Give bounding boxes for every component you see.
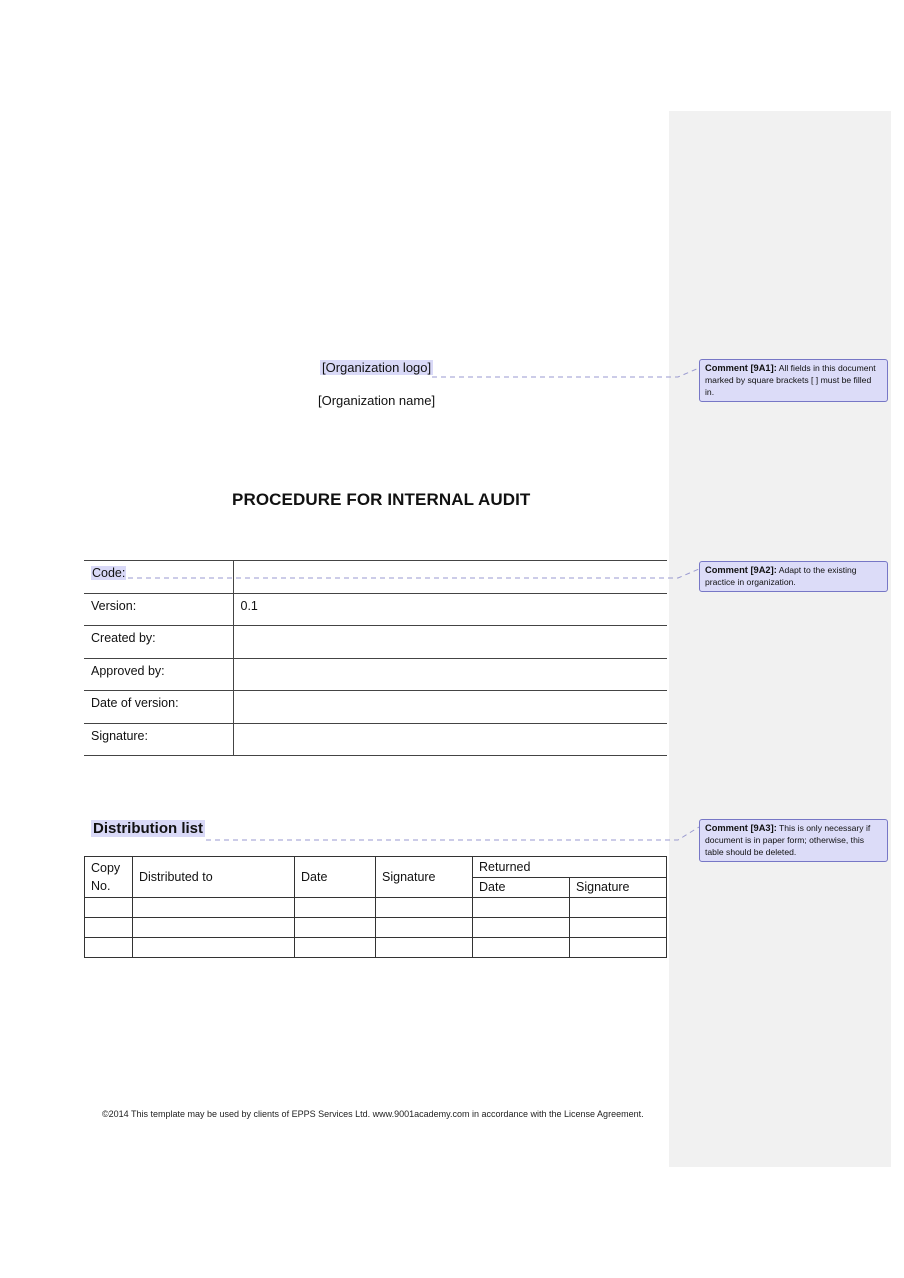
table-cell[interactable]: [85, 898, 133, 918]
org-name-placeholder[interactable]: [Organization name]: [318, 393, 436, 408]
table-cell[interactable]: [473, 918, 570, 938]
table-cell[interactable]: [570, 918, 667, 938]
info-label-approved-by: Approved by:: [84, 658, 233, 691]
page-footer: ©2014 This template may be used by clients of EPPS Services Ltd. www.9001academy.com in accordance with the License Agreement.: [102, 1109, 644, 1119]
col-date: Date: [295, 857, 376, 898]
table-cell[interactable]: [85, 918, 133, 938]
table-row: [85, 898, 667, 918]
comment-9a1[interactable]: [699, 359, 888, 402]
table-row: [84, 626, 667, 659]
table-cell[interactable]: [295, 938, 376, 958]
info-value-signature[interactable]: [233, 723, 667, 756]
col-returned-date: Date: [473, 877, 570, 898]
distribution-table: [84, 856, 667, 958]
info-label-signature: Signature:: [84, 723, 233, 756]
info-value-created-by[interactable]: [233, 626, 667, 659]
table-cell[interactable]: [376, 898, 473, 918]
comment-text: All fields in this document marked by square brackets [ ] must be filled in.: [705, 363, 876, 397]
table-row: [84, 658, 667, 691]
col-returned-signature: Signature: [570, 877, 667, 898]
document-info-table: [84, 560, 667, 756]
table-cell[interactable]: [133, 918, 295, 938]
info-value-approved-by[interactable]: [233, 658, 667, 691]
comment-pane: [669, 111, 891, 1167]
table-cell[interactable]: [376, 938, 473, 958]
table-cell[interactable]: [376, 918, 473, 938]
comment-9a3[interactable]: [699, 819, 888, 862]
col-returned: Returned: [473, 857, 667, 878]
info-value-date-of-version[interactable]: [233, 691, 667, 724]
table-row: [84, 723, 667, 756]
table-row: [85, 938, 667, 958]
comment-text: This is only necessary if document is in paper form; otherwise, this table should be deleted.: [705, 823, 871, 857]
distribution-list-heading: Distribution list: [93, 820, 203, 837]
col-signature: Signature: [376, 857, 473, 898]
table-row: [84, 561, 667, 594]
table-cell[interactable]: [570, 898, 667, 918]
table-header-row: [85, 857, 667, 878]
table-cell[interactable]: [473, 898, 570, 918]
table-cell[interactable]: [295, 898, 376, 918]
info-label-code: Code:: [84, 561, 233, 594]
col-distributed-to: Distributed to: [133, 857, 295, 898]
info-label-version: Version:: [84, 593, 233, 626]
col-copy-no: Copy No.: [85, 857, 133, 898]
table-cell[interactable]: [85, 938, 133, 958]
info-label-date-of-version: Date of version:: [84, 691, 233, 724]
info-value-code[interactable]: [233, 561, 667, 594]
comment-label: Comment [9A1]:: [705, 363, 777, 373]
table-row: [84, 691, 667, 724]
table-cell[interactable]: [473, 938, 570, 958]
info-value-version[interactable]: 0.1: [233, 593, 667, 626]
table-row: [85, 918, 667, 938]
comment-label: Comment [9A2]:: [705, 565, 777, 575]
table-cell[interactable]: [133, 898, 295, 918]
comment-text: Adapt to the existing practice in organization.: [705, 565, 857, 587]
table-row: [84, 593, 667, 626]
table-cell[interactable]: [570, 938, 667, 958]
comment-label: Comment [9A3]:: [705, 823, 777, 833]
table-cell[interactable]: [295, 918, 376, 938]
info-label-created-by: Created by:: [84, 626, 233, 659]
org-logo-placeholder[interactable]: [Organization logo]: [322, 360, 432, 375]
document-title: PROCEDURE FOR INTERNAL AUDIT: [232, 490, 531, 509]
comment-9a2[interactable]: [699, 561, 888, 592]
table-cell[interactable]: [133, 938, 295, 958]
leader-line-9a1: [432, 368, 699, 377]
leader-line-9a3: [206, 827, 699, 840]
